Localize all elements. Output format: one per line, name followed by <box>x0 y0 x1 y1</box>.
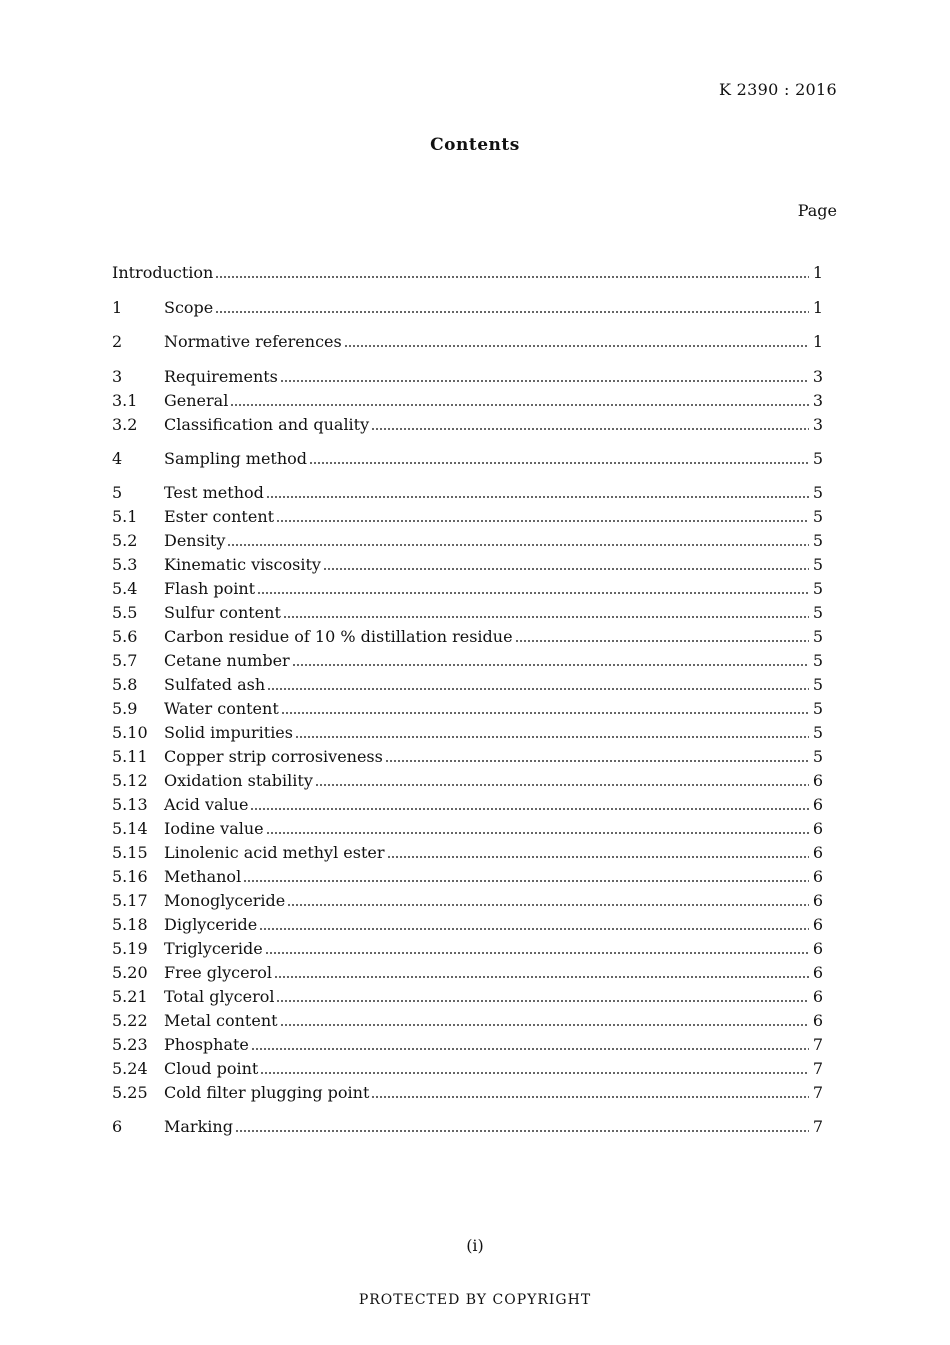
toc-entry-title: Linolenic acid methyl ester <box>164 843 385 862</box>
toc-entry[interactable] <box>112 962 823 984</box>
toc-entry-title: Requirements <box>164 367 278 386</box>
toc-entry-page: 5 <box>812 747 823 766</box>
toc-entry-page: 7 <box>812 1059 823 1078</box>
toc-entry-number: 5.18 <box>112 915 148 934</box>
toc-entry-number: 5.17 <box>112 891 148 910</box>
toc-entry-title: Kinematic viscosity <box>164 555 321 574</box>
toc-entry[interactable] <box>112 842 823 864</box>
toc-entry-title: Density <box>164 531 226 550</box>
dot-leader <box>267 688 809 690</box>
toc-entry-number: 4 <box>112 449 123 468</box>
toc-entry-number: 5.25 <box>112 1083 148 1102</box>
toc-entry-page: 3 <box>812 391 823 410</box>
toc-entry-page: 6 <box>812 771 823 790</box>
toc-entry-page: 6 <box>812 915 823 934</box>
toc-entry-number: 5.1 <box>112 507 138 526</box>
toc-entry-number: 5.3 <box>112 555 138 574</box>
toc-entry-title: Copper strip corrosiveness <box>164 747 383 766</box>
toc-entry-title: Free glycerol <box>164 963 272 982</box>
toc-entry-number: 5.4 <box>112 579 138 598</box>
toc-entry[interactable] <box>112 746 823 768</box>
page-title: Contents <box>430 135 520 155</box>
toc-entry-page: 6 <box>812 891 823 910</box>
toc-entry[interactable] <box>112 722 823 744</box>
toc-entry-page: 5 <box>812 627 823 646</box>
toc-entry-page: 5 <box>812 507 823 526</box>
dot-leader <box>260 1072 808 1074</box>
toc-entry-number: 5.23 <box>112 1035 148 1054</box>
toc-entry-number: 5.12 <box>112 771 148 790</box>
toc-entry-page: 3 <box>812 415 823 434</box>
toc-entry[interactable] <box>112 698 823 720</box>
dot-leader <box>515 640 809 642</box>
toc-entry-page: 5 <box>812 675 823 694</box>
toc-entry-number: 1 <box>112 298 123 317</box>
toc-entry-title: Diglyceride <box>164 915 258 934</box>
dot-leader <box>266 832 809 834</box>
toc-entry-title: Cloud point <box>164 1059 259 1078</box>
toc-entry-number: 5.22 <box>112 1011 148 1030</box>
dot-leader <box>371 1096 808 1098</box>
toc-entry[interactable] <box>112 914 823 936</box>
toc-entry-page: 6 <box>812 819 823 838</box>
toc-entry-number: 5 <box>112 483 123 502</box>
toc-entry-number: 5.20 <box>112 963 148 982</box>
dot-leader <box>215 311 809 313</box>
dot-leader <box>227 544 808 546</box>
toc-entry-number: 5.7 <box>112 651 138 670</box>
dot-leader <box>276 520 809 522</box>
toc-entry[interactable] <box>112 390 823 412</box>
dot-leader <box>385 760 809 762</box>
toc-entry-title: Scope <box>164 298 214 317</box>
toc-entry-title: General <box>164 391 229 410</box>
standard-id: K 2390 : 2016 <box>719 80 837 99</box>
toc-entry-number: 5.21 <box>112 987 148 1006</box>
dot-leader <box>251 1048 809 1050</box>
dot-leader <box>280 1024 809 1026</box>
toc-entry-number: 5.19 <box>112 939 148 958</box>
toc-entry-number: 3.2 <box>112 415 138 434</box>
toc-entry-number: 5.9 <box>112 699 138 718</box>
dot-leader <box>292 664 809 666</box>
toc-entry-page: 5 <box>812 579 823 598</box>
toc-entry-page: 5 <box>812 483 823 502</box>
dot-leader <box>323 568 809 570</box>
dot-leader <box>287 904 809 906</box>
toc-entry-title: Ester content <box>164 507 275 526</box>
toc-entry-title: Cetane number <box>164 651 290 670</box>
toc-entry-title: Iodine value <box>164 819 264 838</box>
toc-entry[interactable] <box>112 1034 823 1056</box>
dot-leader <box>230 404 808 406</box>
toc-entry-number: 5.11 <box>112 747 148 766</box>
toc-entry-number: 5.6 <box>112 627 138 646</box>
toc-entry[interactable] <box>112 554 823 576</box>
toc-entry-page: 6 <box>812 795 823 814</box>
toc-entry-page: 6 <box>812 987 823 1006</box>
toc-entry[interactable] <box>112 650 823 672</box>
toc-entry-page: 7 <box>812 1035 823 1054</box>
toc-entry-title: Classification and quality <box>164 415 370 434</box>
dot-leader <box>276 1000 808 1002</box>
dot-leader <box>344 345 809 347</box>
toc-entry-number: 5.15 <box>112 843 148 862</box>
toc-entry[interactable] <box>112 1116 823 1138</box>
toc-entry-title: Sampling method <box>164 449 308 468</box>
toc-entry-title: Metal content <box>164 1011 278 1030</box>
dot-leader <box>315 784 809 786</box>
toc-entry-page: 6 <box>812 939 823 958</box>
toc-entry-title: Acid value <box>164 795 249 814</box>
dot-leader <box>371 428 809 430</box>
toc-entry-title: Monoglyceride <box>164 891 286 910</box>
dot-leader <box>243 880 809 882</box>
toc-entry-page: 5 <box>812 555 823 574</box>
toc-entry-number: 5.8 <box>112 675 138 694</box>
page-column-label: Page <box>797 201 837 220</box>
dot-leader <box>281 712 809 714</box>
page-number: (i) <box>466 1236 484 1255</box>
toc-entry-number: 3.1 <box>112 391 138 410</box>
toc-entry[interactable] <box>112 506 823 528</box>
toc-entry-page: 6 <box>812 1011 823 1030</box>
toc-entry[interactable] <box>112 1082 823 1104</box>
toc-entry[interactable] <box>112 770 823 792</box>
toc-entry-page: 5 <box>812 699 823 718</box>
toc-entry-title: Test method <box>164 483 264 502</box>
dot-leader <box>295 736 809 738</box>
toc-entry[interactable] <box>112 414 823 436</box>
toc-entry-title: Sulfated ash <box>164 675 266 694</box>
toc-entry-page: 6 <box>812 843 823 862</box>
toc-entry[interactable] <box>112 818 823 840</box>
toc-entry-introduction[interactable] <box>112 262 823 284</box>
dot-leader <box>265 952 809 954</box>
dot-leader <box>215 276 808 278</box>
toc-entry-page: 7 <box>812 1083 823 1102</box>
toc-entry[interactable] <box>112 938 823 960</box>
toc-entry-number: 5.24 <box>112 1059 148 1078</box>
toc-entry-number: 5.16 <box>112 867 148 886</box>
toc-entry[interactable] <box>112 602 823 624</box>
toc-entry-title: Methanol <box>164 867 242 886</box>
toc-entry-number: 3 <box>112 367 123 386</box>
dot-leader <box>280 380 809 382</box>
toc-entry-page: 6 <box>812 963 823 982</box>
toc-entry-page: 5 <box>812 651 823 670</box>
toc-entry[interactable] <box>112 530 823 552</box>
dot-leader <box>309 462 809 464</box>
dot-leader <box>387 856 809 858</box>
toc-entry-number: 5.10 <box>112 723 148 742</box>
dot-leader <box>283 616 809 618</box>
toc-entry[interactable] <box>112 331 823 353</box>
dot-leader <box>257 592 809 594</box>
toc-entry-number: 5.2 <box>112 531 138 550</box>
toc-entry-title: Carbon residue of 10 % distillation residue <box>164 627 513 646</box>
toc-entry-page: 5 <box>812 531 823 550</box>
dot-leader <box>250 808 808 810</box>
toc-entry-title: Solid impurities <box>164 723 293 742</box>
toc-entry-number: 5.14 <box>112 819 148 838</box>
toc-entry-page: 1 <box>812 298 823 317</box>
toc-entry-title: Triglyceride <box>164 939 263 958</box>
toc-entry[interactable] <box>112 890 823 912</box>
toc-entry[interactable] <box>112 297 823 319</box>
toc-entry-title: Phosphate <box>164 1035 249 1054</box>
toc-entry-title: Sulfur content <box>164 603 281 622</box>
toc-entry-number: 5.13 <box>112 795 148 814</box>
toc-entry[interactable] <box>112 448 823 470</box>
toc-entry-number: 5.5 <box>112 603 138 622</box>
dot-leader <box>235 1130 809 1132</box>
toc-entry[interactable] <box>112 1010 823 1032</box>
toc-entry-title: Normative references <box>164 332 342 351</box>
toc-entry[interactable] <box>112 626 823 648</box>
toc-entry-page: 1 <box>812 263 823 282</box>
toc-entry[interactable] <box>112 986 823 1008</box>
toc-entry-page: 5 <box>812 449 823 468</box>
dot-leader <box>274 976 809 978</box>
toc-entry-page: 5 <box>812 603 823 622</box>
toc-entry[interactable] <box>112 366 823 388</box>
toc-entry-page: 5 <box>812 723 823 742</box>
toc-entry-title: Flash point <box>164 579 256 598</box>
toc-entry[interactable] <box>112 794 823 816</box>
toc-entry-page: 1 <box>812 332 823 351</box>
toc-entry-title: Total glycerol <box>164 987 275 1006</box>
toc-entry-page: 6 <box>812 867 823 886</box>
toc-entry-title: Introduction <box>112 263 214 282</box>
toc-entry-number: 2 <box>112 332 123 351</box>
toc-entry-title: Oxidation stability <box>164 771 313 790</box>
toc-entry-number: 6 <box>112 1117 123 1136</box>
toc-entry-page: 3 <box>812 367 823 386</box>
toc-entry[interactable] <box>112 866 823 888</box>
dot-leader <box>259 928 809 930</box>
dot-leader <box>266 496 809 498</box>
toc-entry-title: Water content <box>164 699 279 718</box>
toc-entry[interactable] <box>112 482 823 504</box>
toc-entry-title: Cold filter plugging point <box>164 1083 370 1102</box>
toc-entry[interactable] <box>112 674 823 696</box>
toc-entry[interactable] <box>112 1058 823 1080</box>
toc-entry-title: Marking <box>164 1117 233 1136</box>
toc-entry-page: 7 <box>812 1117 823 1136</box>
toc-entry[interactable] <box>112 578 823 600</box>
copyright-notice: PROTECTED BY COPYRIGHT <box>358 1292 592 1308</box>
